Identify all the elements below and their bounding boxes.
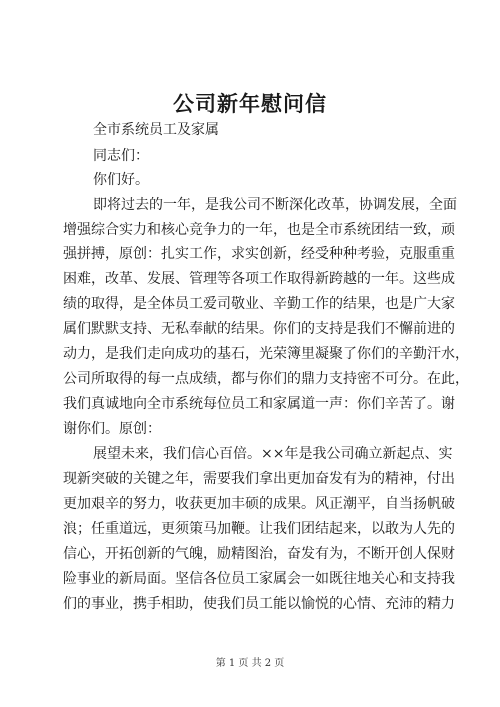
- paragraph2-line: 信心，开拓创新的气魄，励精图治，奋发有为，不断开创人保财: [63, 546, 455, 562]
- paragraph2-line: 险事业的新局面。坚信各位员工家属会一如既往地关心和支持我: [63, 571, 455, 587]
- paragraph1-line: 谢你们。原创：: [63, 421, 161, 437]
- page-footer: 第 1 页 共 2 页: [215, 658, 285, 669]
- paragraph2-line: 们的事业，携手相助，使我们员工能以愉悦的心情、充沛的精力: [63, 596, 455, 612]
- paragraph1-line: 属们默默支持、无私奉献的结果。你们的支持是我们不懈前进的: [63, 321, 455, 337]
- paragraph2-line: 更加艰辛的努力，收获更加丰硕的成果。风正潮平，自当扬帆破: [63, 496, 455, 512]
- paragraph1-line: 动力，是我们走向成功的基石，光荣簿里凝聚了你们的辛勤汗水，: [63, 346, 469, 362]
- paragraph2-line: 展望未来，我们信心百倍。××年是我公司确立新起点、实: [93, 446, 453, 462]
- paragraph1-line: 公司所取得的每一点成绩，都与你们的鼎力支持密不可分。在此，: [63, 371, 469, 387]
- paragraph1-line: 即将过去的一年，是我公司不断深化改革，协调发展，全面: [93, 197, 457, 213]
- document-title: 公司新年慰问信: [173, 91, 327, 116]
- paragraph2-line: 现新突破的关键之年，需要我们拿出更加奋发有为的精神，付出: [63, 471, 455, 487]
- paragraph1-line: 我们真诚地向全市系统每位员工和家属道一声：你们辛苦了。谢: [63, 396, 455, 412]
- paragraph1-line: 增强综合实力和核心竞争力的一年，也是全市系统团结一致，顽: [63, 222, 455, 238]
- paragraph1-line: 强拼搏，原创：扎实工作，求实创新，经受种种考验，克服重重: [63, 246, 455, 262]
- paragraph2-line: 浪；任重道远，更须策马加鞭。让我们团结起来，以敢为人先的: [63, 521, 455, 537]
- paragraph1-line: 困难，改革、发展、管理等各项工作取得新跨越的一年。这些成: [63, 271, 455, 287]
- greeting-line: 你们好。: [93, 172, 149, 188]
- paragraph1-line: 绩的取得，是全体员工爱司敬业、辛勤工作的结果，也是广大家: [63, 296, 455, 312]
- salutation-recipient: 全市系统员工及家属: [93, 122, 219, 138]
- salutation-greeting: 同志们：: [93, 148, 149, 164]
